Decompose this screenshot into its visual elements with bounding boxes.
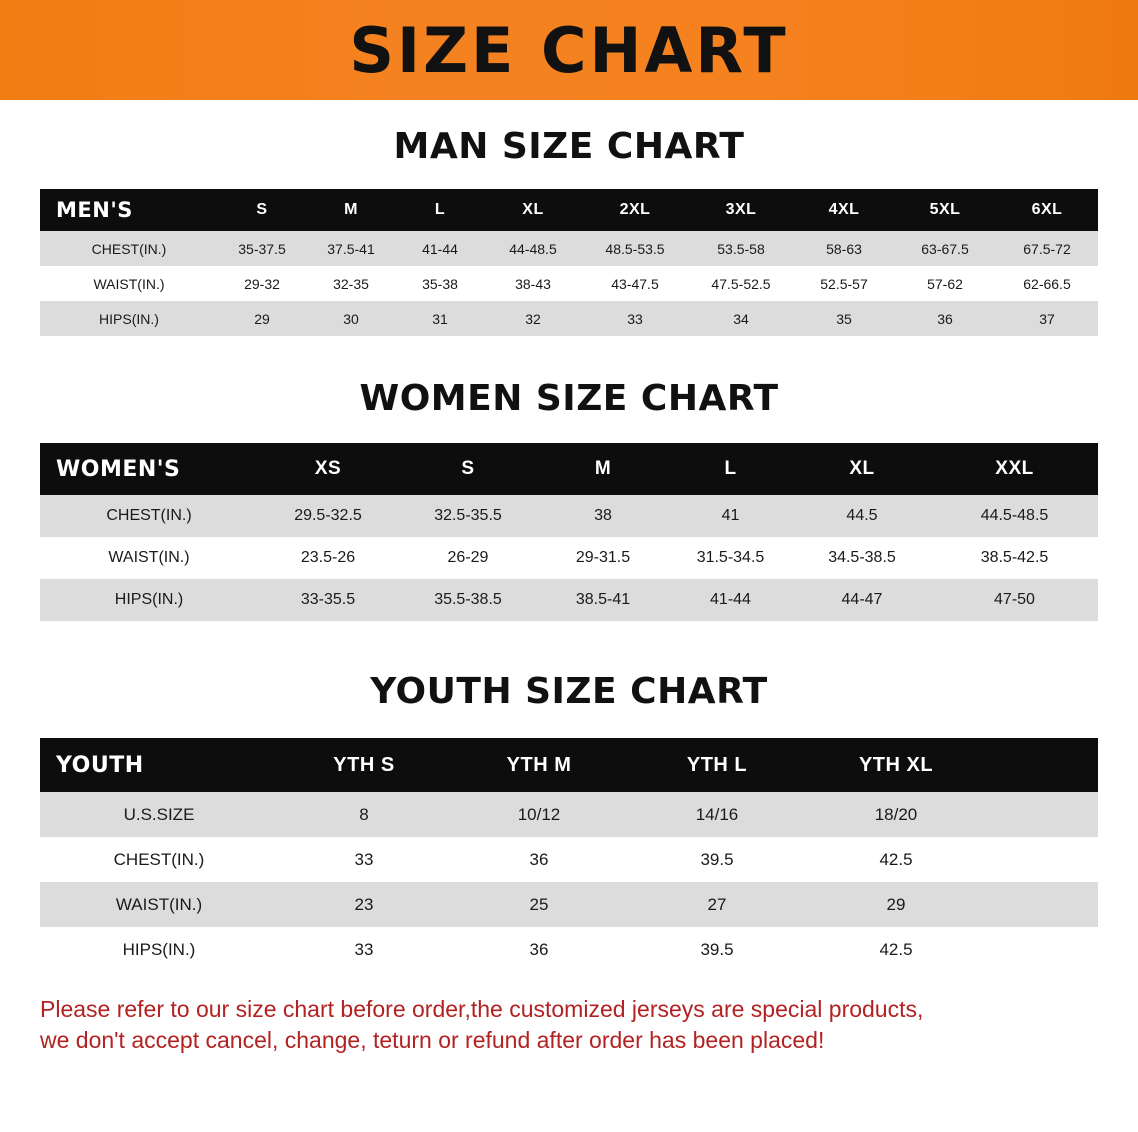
table-cell: 41-44	[668, 579, 793, 621]
table-cell: 14/16	[628, 792, 806, 837]
table-row	[40, 579, 1098, 621]
table-cell: 44.5-48.5	[931, 495, 1098, 537]
man-section-title: MAN SIZE CHART	[393, 126, 745, 167]
man-table-corner-label: MEN'S	[56, 198, 133, 222]
youth-table-corner-label: YOUTH	[56, 752, 144, 778]
youth-row-label: HIPS(IN.)	[40, 927, 278, 972]
table-cell: 52.5-57	[794, 266, 894, 301]
table-cell: 33-35.5	[258, 579, 398, 621]
women-section-title: WOMEN SIZE CHART	[359, 378, 779, 419]
table-cell: 36	[450, 837, 628, 882]
table-cell: 38	[538, 495, 668, 537]
table-cell: 44-47	[793, 579, 931, 621]
table-cell-empty	[986, 792, 1098, 837]
table-row	[40, 301, 1098, 336]
women-column-header: XXL	[995, 458, 1034, 479]
man-row-label: CHEST(IN.)	[40, 231, 218, 266]
table-cell: 35.5-38.5	[398, 579, 538, 621]
man-column-header: 2XL	[619, 201, 651, 218]
youth-table-body	[40, 792, 1098, 972]
women-table-header	[40, 443, 1098, 495]
table-cell: 43-47.5	[582, 266, 688, 301]
man-size-table	[40, 189, 1098, 336]
youth-row-label: U.S.SIZE	[40, 792, 278, 837]
table-cell: 36	[450, 927, 628, 972]
table-cell: 62-66.5	[996, 266, 1098, 301]
table-cell: 23.5-26	[258, 537, 398, 579]
table-cell: 26-29	[398, 537, 538, 579]
table-cell: 31.5-34.5	[668, 537, 793, 579]
table-cell: 31	[396, 301, 484, 336]
man-column-header: 4XL	[828, 201, 860, 218]
table-cell: 33	[278, 837, 450, 882]
table-cell: 58-63	[794, 231, 894, 266]
banner	[0, 0, 1138, 100]
youth-size-table	[40, 738, 1098, 972]
policy-note	[40, 994, 1098, 1056]
table-row	[40, 495, 1098, 537]
youth-column-header-empty	[986, 738, 1098, 792]
women-column-header: XL	[849, 458, 875, 479]
women-row-label: WAIST(IN.)	[40, 537, 258, 579]
table-cell: 29-32	[218, 266, 306, 301]
table-cell: 18/20	[806, 792, 986, 837]
table-cell: 44.5	[793, 495, 931, 537]
table-cell: 37	[996, 301, 1098, 336]
man-row-label: HIPS(IN.)	[40, 301, 218, 336]
table-cell: 27	[628, 882, 806, 927]
women-column-header: M	[594, 458, 612, 479]
youth-table-header	[40, 738, 1098, 792]
man-table-body	[40, 231, 1098, 336]
table-cell: 34	[688, 301, 794, 336]
table-cell: 42.5	[806, 927, 986, 972]
table-cell: 36	[894, 301, 996, 336]
policy-note-line-2: we don't accept cancel, change, teturn or refund after order has been placed!	[40, 1027, 825, 1054]
man-column-header: M	[344, 201, 358, 218]
table-cell: 63-67.5	[894, 231, 996, 266]
table-cell: 8	[278, 792, 450, 837]
youth-row-label: WAIST(IN.)	[40, 882, 278, 927]
youth-section-title: YOUTH SIZE CHART	[370, 671, 768, 712]
policy-note-line-1: Please refer to our size chart before order,the customized jerseys are special products,	[40, 996, 924, 1022]
table-row	[40, 266, 1098, 301]
man-column-header: 5XL	[929, 201, 961, 218]
women-column-header: S	[461, 458, 475, 479]
women-table-body	[40, 495, 1098, 621]
table-cell: 39.5	[628, 837, 806, 882]
table-row	[40, 537, 1098, 579]
women-row-label: HIPS(IN.)	[40, 579, 258, 621]
table-cell: 41	[668, 495, 793, 537]
table-cell: 38.5-42.5	[931, 537, 1098, 579]
table-cell: 29	[218, 301, 306, 336]
table-cell-empty	[986, 837, 1098, 882]
man-table-header	[40, 189, 1098, 231]
table-row	[40, 231, 1098, 266]
youth-row-label: CHEST(IN.)	[40, 837, 278, 882]
table-cell: 32-35	[306, 266, 396, 301]
table-cell: 57-62	[894, 266, 996, 301]
table-cell: 30	[306, 301, 396, 336]
table-cell: 10/12	[450, 792, 628, 837]
table-row	[40, 882, 1098, 927]
women-table-corner-label: WOMEN'S	[56, 456, 181, 482]
table-cell: 34.5-38.5	[793, 537, 931, 579]
table-cell: 48.5-53.5	[582, 231, 688, 266]
table-cell: 37.5-41	[306, 231, 396, 266]
table-cell: 33	[582, 301, 688, 336]
table-cell: 38-43	[484, 266, 582, 301]
man-column-header: XL	[522, 201, 544, 218]
women-column-header: XS	[314, 458, 342, 479]
man-column-header: 3XL	[725, 201, 757, 218]
table-cell: 44-48.5	[484, 231, 582, 266]
man-column-header: L	[434, 201, 446, 218]
table-cell-empty	[986, 927, 1098, 972]
youth-column-header: YTH XL	[858, 753, 934, 776]
women-table-wrap	[40, 443, 1098, 621]
table-row	[40, 837, 1098, 882]
table-cell: 29	[806, 882, 986, 927]
table-cell: 35-37.5	[218, 231, 306, 266]
table-cell: 25	[450, 882, 628, 927]
table-cell: 33	[278, 927, 450, 972]
table-cell: 47-50	[931, 579, 1098, 621]
table-cell: 29-31.5	[538, 537, 668, 579]
table-cell: 29.5-32.5	[258, 495, 398, 537]
youth-column-header: YTH L	[686, 753, 748, 776]
table-row	[40, 927, 1098, 972]
women-column-header: L	[724, 458, 737, 479]
man-table-wrap	[40, 189, 1098, 336]
table-cell: 67.5-72	[996, 231, 1098, 266]
youth-column-header: YTH M	[506, 753, 572, 776]
table-cell: 35-38	[396, 266, 484, 301]
women-size-table	[40, 443, 1098, 621]
women-row-label: CHEST(IN.)	[40, 495, 258, 537]
table-cell: 38.5-41	[538, 579, 668, 621]
man-column-header: S	[256, 201, 268, 218]
page-title: SIZE CHART	[349, 14, 789, 87]
table-cell: 23	[278, 882, 450, 927]
table-cell: 32.5-35.5	[398, 495, 538, 537]
table-cell: 39.5	[628, 927, 806, 972]
table-cell: 53.5-58	[688, 231, 794, 266]
table-cell: 47.5-52.5	[688, 266, 794, 301]
table-cell-empty	[986, 882, 1098, 927]
man-row-label: WAIST(IN.)	[40, 266, 218, 301]
man-column-header: 6XL	[1031, 201, 1063, 218]
table-row	[40, 792, 1098, 837]
table-cell: 35	[794, 301, 894, 336]
youth-table-wrap	[40, 738, 1098, 972]
table-cell: 41-44	[396, 231, 484, 266]
table-cell: 42.5	[806, 837, 986, 882]
youth-column-header: YTH S	[333, 753, 395, 776]
table-cell: 32	[484, 301, 582, 336]
